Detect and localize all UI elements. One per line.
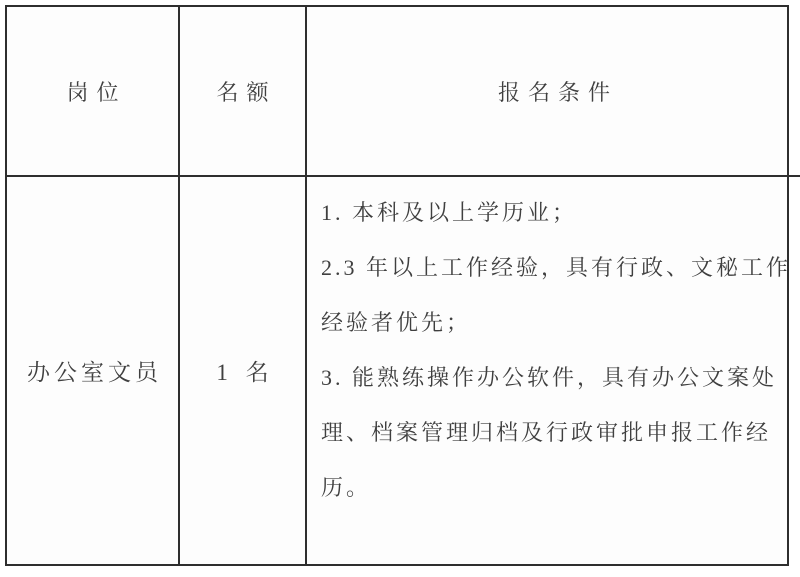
- condition-line-1: 1. 本科及以上学历业；: [321, 200, 578, 225]
- row-cell-conditions: [307, 177, 800, 564]
- row-cell-position: [7, 177, 180, 564]
- position-value: 办公室文员: [27, 360, 162, 385]
- condition-line-5: 理、档案管理归档及行政审批申报工作经: [321, 420, 772, 445]
- condition-line-4: 3. 能熟练操作办公软件，具有办公文案处: [321, 365, 778, 390]
- recruitment-table: [5, 5, 792, 566]
- quota-value: 1 名: [216, 360, 275, 385]
- header-label-conditions: 报名条件: [498, 79, 619, 105]
- header-label-position: 岗位: [66, 79, 127, 105]
- header-cell-conditions: [307, 7, 800, 177]
- header-cell-quota: [180, 7, 307, 177]
- header-cell-position: [7, 7, 180, 177]
- row-cell-quota: [180, 177, 307, 564]
- condition-line-6: 历。: [321, 475, 372, 500]
- condition-line-3: 经验者优先；: [321, 310, 472, 335]
- condition-line-2: 2.3 年以上工作经验，具有行政、文秘工作: [321, 255, 792, 280]
- header-label-quota: 名额: [216, 79, 277, 105]
